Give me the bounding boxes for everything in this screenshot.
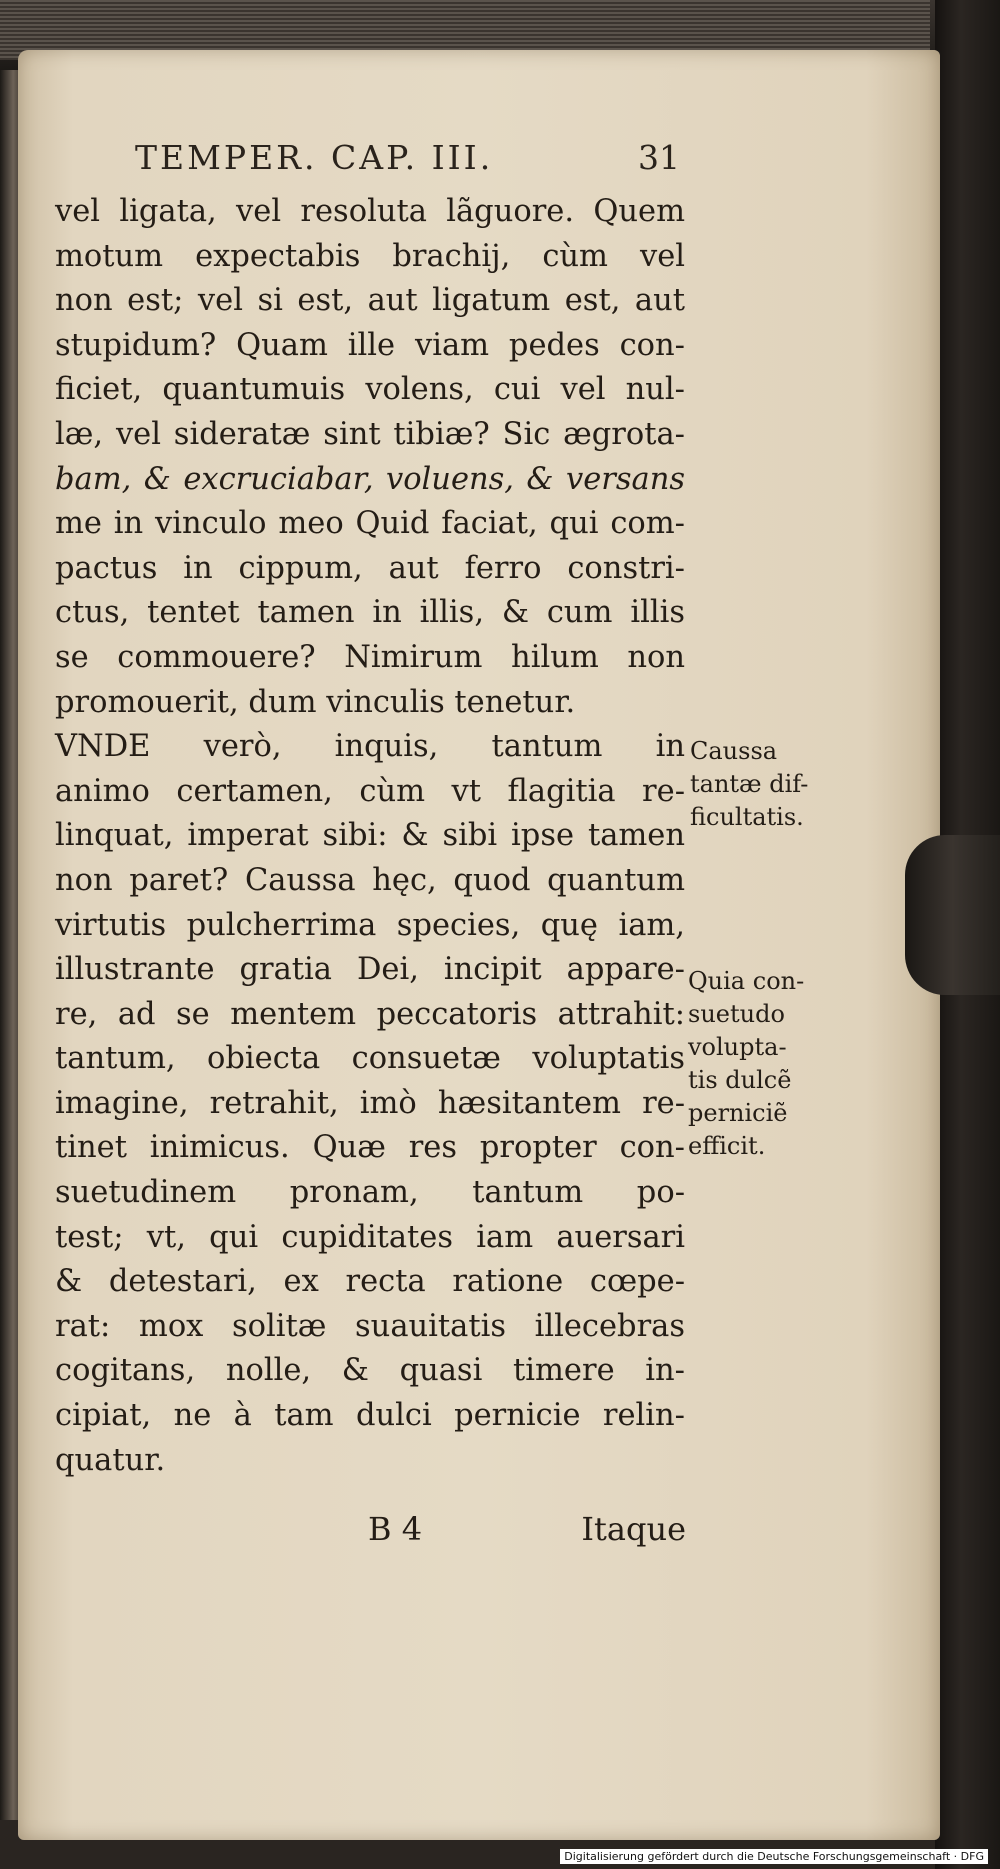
text-line: vel ligata, vel resoluta lãguore. Quem [55, 194, 685, 229]
text-line: test; vt, qui cupiditates iam auersari [55, 1219, 685, 1255]
margin-note-line: perniciẽ [688, 1099, 788, 1127]
text-line: animo certamen, cùm vt flagitia re- [55, 773, 685, 809]
text-line: suetudinem pronam, tantum po- [55, 1175, 685, 1211]
margin-note-line: Quia con- [688, 967, 805, 995]
text-line: virtutis pulcherrima species, quę iam, [55, 907, 685, 943]
text-line: tinet inimicus. Quæ res propter con- [55, 1130, 685, 1166]
text-line: ctus, tentet tamen in illis, & cum illis [55, 595, 685, 631]
page-header [135, 138, 680, 184]
catchword: Itaque [581, 1510, 686, 1548]
margin-note-caussa [690, 735, 840, 834]
text-line: & detestari, ex recta ratione cœpe- [55, 1264, 685, 1300]
text-line: cogitans, nolle, & quasi timere in- [55, 1353, 685, 1389]
text-line: illustrante gratia Dei, incipit appare- [55, 952, 685, 988]
text-line: me in vinculo meo Quid faciat, qui com- [55, 506, 685, 542]
text-line: motum expectabis brachij, cùm vel [55, 238, 685, 274]
text-line: pactus in cippum, aut ferro constri- [55, 550, 685, 586]
text-line: promouerit, dum vinculis tenetur. [55, 684, 576, 720]
running-title: TEMPER. CAP. III. [135, 138, 494, 177]
text-line: VNDE verò, inquis, tantum in [55, 729, 685, 765]
text-line: linquat, imperat sibi: & sibi ipse tamen [55, 818, 685, 854]
text-line: stupidum? Quam ille viam pedes con- [55, 327, 685, 363]
text-line: tantum, obiecta consuetæ voluptatis [55, 1041, 685, 1077]
page-number: 31 [638, 138, 680, 177]
text-line: rat: mox solitæ suauitatis illecebras [55, 1308, 685, 1344]
digitization-credit: Digitalisierung gefördert durch die Deutsche Forschungsgemeinschaft · DFG [560, 1849, 988, 1864]
margin-note-line: efficit. [688, 1132, 766, 1160]
text-line: cipiat, ne à tam dulci pernicie relin- [55, 1398, 685, 1434]
page-footer [368, 1510, 686, 1560]
margin-note-line: suetudo [688, 1000, 785, 1028]
text-line: non est; vel si est, aut ligatum est, aut [55, 283, 685, 319]
text-line: re, ad se mentem peccatoris attrahit: [55, 996, 685, 1032]
text-line: ficiet, quantumuis volens, cui vel nul- [55, 372, 685, 408]
body-text [55, 190, 685, 1483]
text-line: se commouere? Nimirum hilum non [55, 639, 685, 675]
margin-note-line: tantæ dif- [690, 770, 809, 798]
text-line: quatur. [55, 1442, 166, 1478]
signature-mark: B 4 [368, 1510, 423, 1548]
margin-note-consuetudo [688, 965, 838, 1163]
book-clip [905, 835, 1000, 995]
margin-note-line: ficultatis. [690, 803, 804, 831]
text-line: non paret? Caussa hęc, quod quantum [55, 862, 685, 898]
text-line: bam, & excruciabar, voluens, & versans [55, 461, 685, 497]
text-line: læ, vel sideratæ sint tibiæ? Sic ægrota- [55, 416, 685, 452]
margin-note-line: Caussa [690, 737, 778, 765]
margin-note-line: tis dulcẽ [688, 1066, 792, 1094]
margin-note-line: volupta- [688, 1033, 787, 1061]
text-line: imagine, retrahit, imò hæsitantem re- [55, 1085, 685, 1121]
